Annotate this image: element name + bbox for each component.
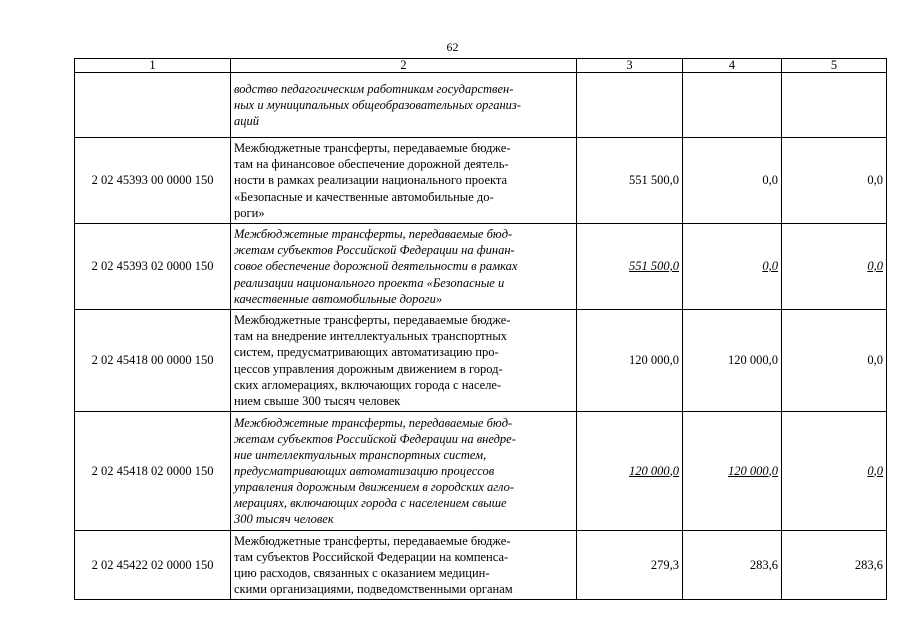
- description-line: там на внедрение интеллектуальных транспортных: [234, 329, 507, 344]
- column-header-5: 5: [782, 59, 887, 73]
- value-text: 0,0: [867, 463, 883, 478]
- table-row: [75, 531, 887, 600]
- row-description: [231, 224, 577, 310]
- description-line: предусматривающих автоматизацию процессов: [234, 463, 495, 478]
- description-line: систем, предусматривающих автоматизацию про-: [234, 345, 499, 360]
- description-line: Межбюджетные трансферты, передаваемые бюдже-: [234, 313, 511, 328]
- description-line: 300 тысяч человек: [234, 512, 334, 527]
- value-col-5: [782, 73, 887, 138]
- description-line: жетам субъектов Российской Федерации на финан-: [234, 243, 515, 258]
- value-col-5: 283,6: [782, 531, 887, 600]
- column-header-3: 3: [577, 59, 683, 73]
- description-line: ских агломерациях, включающих города с населе-: [234, 377, 502, 392]
- value-col-3: [577, 73, 683, 138]
- description-line: нием свыше 300 тысяч человек: [234, 393, 401, 408]
- value-col-4: 120 000,0: [683, 310, 782, 412]
- value-col-5: [782, 412, 887, 531]
- budget-code: 2 02 45422 02 0000 150: [75, 531, 231, 600]
- budget-code: [75, 73, 231, 138]
- value-text: 120 000,0: [629, 463, 679, 478]
- table-row: [75, 310, 887, 412]
- row-description: [231, 531, 577, 600]
- description-line: ных и муниципальных общеобразовательных организ-: [234, 97, 521, 112]
- description-line: «Безопасные и качественные автомобильные до-: [234, 189, 494, 204]
- budget-table: [74, 58, 887, 600]
- row-description: [231, 412, 577, 531]
- column-header-2: 2: [231, 59, 577, 73]
- value-col-3: 551 500,0: [577, 138, 683, 224]
- description-line: жетам субъектов Российской Федерации на внедре-: [234, 431, 516, 446]
- row-description: [231, 73, 577, 138]
- value-text: 551 500,0: [629, 259, 679, 273]
- value-col-4: [683, 412, 782, 531]
- value-col-3: [577, 224, 683, 310]
- description-line: совое обеспечение дорожной деятельности в рамках: [234, 259, 518, 274]
- value-text: 0,0: [762, 259, 778, 273]
- description-line: водство педагогическим работникам государствен-: [234, 81, 514, 96]
- description-line: аций: [234, 114, 259, 129]
- value-col-3: [577, 412, 683, 531]
- value-col-4: 0,0: [683, 138, 782, 224]
- table-row: [75, 138, 887, 224]
- column-header-4: 4: [683, 59, 782, 73]
- description-line: реализации национального проекта «Безопасные и: [234, 275, 505, 290]
- description-line: Межбюджетные трансферты, передаваемые бюд-: [234, 415, 513, 430]
- table-row: [75, 224, 887, 310]
- budget-code: 2 02 45418 00 0000 150: [75, 310, 231, 412]
- description-line: цию расходов, связанных с оказанием медицин-: [234, 566, 490, 580]
- value-text: 0,0: [867, 259, 883, 273]
- description-line: там субъектов Российской Федерации на компенса-: [234, 549, 509, 564]
- description-line: Межбюджетные трансферты, передаваемые бюд-: [234, 227, 513, 242]
- description-line: там на финансовое обеспечение дорожной деятель-: [234, 157, 509, 172]
- value-col-4: [683, 73, 782, 138]
- description-line: ние интеллектуальных транспортных систем,: [234, 447, 487, 462]
- value-col-5: 0,0: [782, 138, 887, 224]
- value-col-3: 120 000,0: [577, 310, 683, 412]
- value-col-5: [782, 224, 887, 310]
- description-line: цессов управления дорожным движением в город-: [234, 361, 503, 376]
- description-line: роги»: [234, 205, 265, 220]
- table-row: [75, 73, 887, 138]
- row-description: [231, 310, 577, 412]
- budget-code: 2 02 45393 00 0000 150: [75, 138, 231, 224]
- description-line: Межбюджетные трансферты, передаваемые бюдже-: [234, 533, 511, 548]
- header-row: [75, 59, 887, 73]
- description-line: ности в рамках реализации национального проекта: [234, 173, 508, 188]
- page-number: 62: [446, 40, 459, 54]
- description-line: Межбюджетные трансферты, передаваемые бюдже-: [234, 141, 511, 156]
- budget-code: 2 02 45393 02 0000 150: [75, 224, 231, 310]
- value-col-5: 0,0: [782, 310, 887, 412]
- description-line: скими организациями, подведомственными органам: [234, 582, 513, 597]
- value-col-3: 279,3: [577, 531, 683, 600]
- budget-code: 2 02 45418 02 0000 150: [75, 412, 231, 531]
- value-text: 120 000,0: [728, 463, 778, 478]
- table-row: [75, 412, 887, 531]
- description-line: управления дорожным движением в городских агло-: [234, 480, 515, 495]
- column-header-1: 1: [75, 59, 231, 73]
- description-line: мерациях, включающих города с населением свыше: [234, 496, 507, 511]
- description-line: качественные автомобильные дороги»: [234, 291, 443, 306]
- value-col-4: [683, 224, 782, 310]
- value-col-4: 283,6: [683, 531, 782, 600]
- row-description: [231, 138, 577, 224]
